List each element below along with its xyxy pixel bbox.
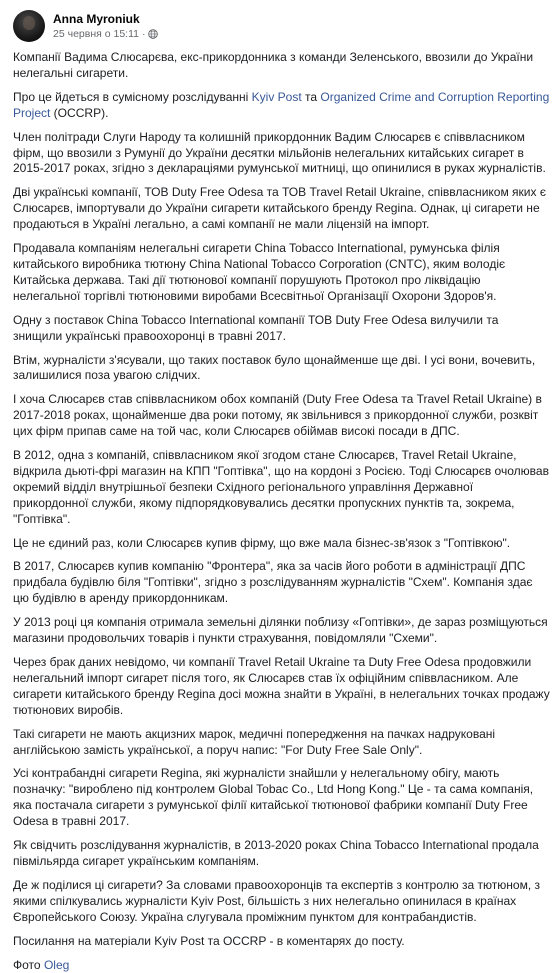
post-link[interactable]: Kyiv Post xyxy=(252,90,302,104)
post-paragraph xyxy=(13,934,550,950)
post-paragraph xyxy=(13,313,550,345)
post-body xyxy=(13,50,550,973)
post-text: Де ж поділися ці сигарети? За словами правоохоронців та експертів з контролю за тютюном, з якими спілкувались журналісти Kyiv Post, більшість з них нелегально опинилася в країнах Європейського Союзу. Україна слугувала проміжним пунктом для контрабандистів. xyxy=(13,878,540,924)
post-link[interactable]: Organized Crime and Corruption Reporting Project xyxy=(13,90,549,120)
post-text: І хоча Слюсарєв став співвласником обох компаній (Duty Free Odesa та Travel Retail Ukraine) в 2017-2018 роках, щонайменше два роки потому, як звільнився з прикордонної служби, розквіт цих фірм припав саме на той час, коли Слюсарєв обіймав високі посади в ДПС. xyxy=(13,392,542,438)
post-text: Член політради Слуги Народу та колишній прикордонник Вадим Слюсарєв є співвласником фірм, що ввозили з Румунії до України десятки мільйонів нелегальних китайських сигарет в 2015-2017 роках, згідно з деклараціями румунської митниці, що опинилися в руках журналістів. xyxy=(13,130,546,176)
post-text: В 2012, одна з компаній, співвласником якої згодом стане Слюсарєв, Travel Retail Ukraine, відкрила дьюті-фрі магазин на КПП "Гоптівка", що на кордоні з Росією. Тоді Слюсарєв очолював окремий відділ внутрішньої безпеки Східного регіонального управління Державної прикордонної служби, якому підпорядковувались десятки пропускних пунктів та, зокрема, "Гоптівка". xyxy=(13,448,549,526)
post-date[interactable]: 25 червня о 15:11 xyxy=(53,27,139,41)
post-text: Дві українські компанії, ТОВ Duty Free Odesa та ТОВ Travel Retail Ukraine, співвласником яких є Слюсарєв, імпортували до України сигарети китайського бренду Regina. Однак, ці сигарети не продаються в Україні легально, а самі компанії не мали ліцензій на імпорт. xyxy=(13,185,546,231)
post-paragraph xyxy=(13,90,550,122)
post-paragraph xyxy=(13,185,550,233)
post-paragraph xyxy=(13,353,550,385)
post-text: Через брак даних невідомо, чи компанії Travel Retail Ukraine та Duty Free Odesa продовжили нелегальний імпорт сигарет після того, як Слюсарєв став їх офіційним співвласником. Але сигарети китайського бренду Regina досі можна знайти в Україні, в нелегальних точках продажу тютюнових виробів. xyxy=(13,655,550,717)
author-avatar[interactable] xyxy=(13,10,45,42)
post-text: У 2013 році ця компанія отримала земельні ділянки поблизу «Гоптівки», де зараз розміщуються магазини продовольчих товарів і пункти страхування, повідомляли "Схеми". xyxy=(13,615,548,645)
post-text: Такі сигарети не мають акцизних марок, медичні попередження на пачках надруковані англійською замість української, а поруч напис: "For Duty Free Sale Only". xyxy=(13,727,495,757)
post-text: Одну з поставок China Tobacco International компанії ТОВ Duty Free Odesa вилучили та знищили українські правоохоронці в травні 2017. xyxy=(13,313,498,343)
post-paragraph xyxy=(13,50,550,82)
post-paragraph xyxy=(13,655,550,719)
post-paragraph xyxy=(13,559,550,607)
post-paragraph xyxy=(13,727,550,759)
author-name[interactable]: Anna Myroniuk xyxy=(53,12,158,27)
post-text: Це не єдиний раз, коли Слюсарєв купив фірму, що вже мала бізнес-зв'язок з "Гоптівкою". xyxy=(13,536,510,550)
post-meta xyxy=(53,12,158,41)
post-paragraph xyxy=(13,130,550,178)
post-text: Посилання на матеріали Kyiv Post та OCCRP - в коментарях до посту. xyxy=(13,934,405,948)
post-text: Продавала компаніям нелегальні сигарети China Tobacco International, румунська філія китайського виробника тютюну China National Tobacco Corporation (CNTC), яким володіє Китайська держава. Такі дії тютюнової компанії порушують Протокол про ліквідацію нелегальної торгівлі тютюновими виробами Всесвітньої Організації Охорони Здоров'я. xyxy=(13,241,505,303)
post-link[interactable]: Oleg xyxy=(44,958,69,972)
post-paragraph xyxy=(13,878,550,926)
post-text: Компанії Вадима Слюсарєва, екс-прикордонника з команди Зеленського, ввозили до України нелегальні сигарети. xyxy=(13,50,533,80)
post-subline xyxy=(53,27,158,41)
globe-icon xyxy=(148,29,158,39)
post-text: Про це йдеться в сумісному розслідуванні xyxy=(13,90,252,104)
post-text: Усі контрабандні сигарети Regina, які журналісти знайшли у нелегальному обігу, мають позначку: "вироблено під контролем Global Tobac Co., Ltd Hong Kong." Це - та сама компанія, яка постачала сигарети з румунської філії китайської тютюнової фабрики компанії Duty Free Odesa в травні 2017. xyxy=(13,766,533,828)
post-paragraph xyxy=(13,615,550,647)
post-text: Фото xyxy=(13,958,44,972)
post-paragraph xyxy=(13,392,550,440)
post-paragraph xyxy=(13,241,550,305)
post-paragraph xyxy=(13,958,550,973)
post-paragraph xyxy=(13,766,550,830)
post-text: (OCCRP). xyxy=(50,106,108,120)
post-text: Втім, журналісти з'ясували, що таких поставок було щонайменше ще дві. І усі вони, вочевить, залишилися поза увагою слідчих. xyxy=(13,353,535,383)
separator-dot: · xyxy=(142,27,146,41)
post-paragraph xyxy=(13,536,550,552)
post-paragraph xyxy=(13,448,550,528)
post-text: Як свідчить розслідування журналістів, в 2013-2020 роках China Tobacco International продала півмільярда сигарет українським компаніям. xyxy=(13,838,539,868)
post-text: В 2017, Слюсарєв купив компанію "Фронтера", яка за часів його роботи в адміністрації ДПС придбала будівлю біля "Гоптівки", згідно з розслідуванням журналістів "Схем". Компанія здає цю будівлю в аренду прикордонникам. xyxy=(13,559,533,605)
post-text: та xyxy=(302,90,321,104)
post-header xyxy=(13,8,550,44)
post-paragraph xyxy=(13,838,550,870)
